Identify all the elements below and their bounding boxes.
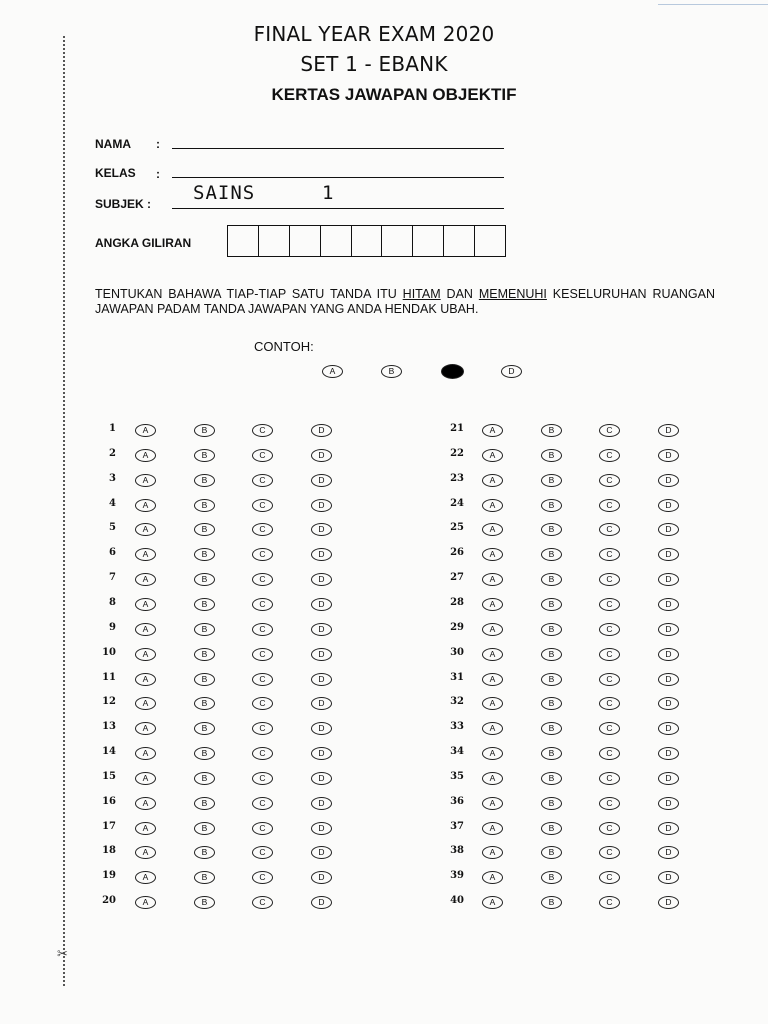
- question-number: 12: [102, 696, 116, 708]
- giliran-box[interactable]: [382, 226, 413, 256]
- answer-bubble-q37-b[interactable]: B: [541, 822, 562, 835]
- answer-bubble-q1-b[interactable]: B: [194, 424, 215, 437]
- answer-bubble-q34-a[interactable]: A: [482, 747, 503, 760]
- answer-bubble-q3-b[interactable]: B: [194, 474, 215, 487]
- answer-bubble-q34-b[interactable]: B: [541, 747, 562, 760]
- answer-bubble-q5-c[interactable]: C: [252, 523, 273, 536]
- answer-bubble-q8-d[interactable]: D: [311, 598, 332, 611]
- answer-bubble-q5-a[interactable]: A: [135, 523, 156, 536]
- answer-bubble-q8-a[interactable]: A: [135, 598, 156, 611]
- answer-bubble-q2-a[interactable]: A: [135, 449, 156, 462]
- answer-bubble-q24-b[interactable]: B: [541, 499, 562, 512]
- answer-bubble-q2-c[interactable]: C: [252, 449, 273, 462]
- answer-bubble-q10-b[interactable]: B: [194, 648, 215, 661]
- answer-bubble-q4-b[interactable]: B: [194, 499, 215, 512]
- subjek-field[interactable]: [172, 208, 504, 209]
- answer-bubble-q17-b[interactable]: B: [194, 822, 215, 835]
- answer-bubble-q19-b[interactable]: B: [194, 871, 215, 884]
- answer-bubble-q17-a[interactable]: A: [135, 822, 156, 835]
- example-bubble-c: C: [441, 364, 464, 379]
- answer-bubble-q20-d[interactable]: D: [311, 896, 332, 909]
- answer-bubble-q7-b[interactable]: B: [194, 573, 215, 586]
- answer-bubble-q40-d[interactable]: D: [658, 896, 679, 909]
- question-number: 20: [102, 895, 116, 907]
- question-number: 35: [450, 770, 464, 782]
- answer-bubble-q6-b[interactable]: B: [194, 548, 215, 561]
- answer-bubble-q18-b[interactable]: B: [194, 846, 215, 859]
- answer-bubble-q33-c[interactable]: C: [599, 722, 620, 735]
- answer-bubble-q40-c[interactable]: C: [599, 896, 620, 909]
- answer-bubble-q19-a[interactable]: A: [135, 871, 156, 884]
- nama-label: NAMA: [95, 137, 131, 151]
- answer-bubble-q18-d[interactable]: D: [311, 846, 332, 859]
- question-number: 25: [450, 522, 464, 534]
- answer-bubble-q30-b[interactable]: B: [541, 648, 562, 661]
- instruction-text: DAN: [440, 287, 479, 301]
- answer-bubble-q18-a[interactable]: A: [135, 846, 156, 859]
- answer-bubble-q13-a[interactable]: A: [135, 722, 156, 735]
- instructions: [95, 287, 715, 317]
- answer-bubble-q14-a[interactable]: A: [135, 747, 156, 760]
- question-number: 16: [102, 795, 116, 807]
- giliran-box[interactable]: [290, 226, 321, 256]
- question-number: 23: [450, 472, 464, 484]
- answer-bubble-q37-a[interactable]: A: [482, 822, 503, 835]
- exam-set: SET 1 - EBANK: [300, 52, 448, 76]
- answer-bubble-q27-a[interactable]: A: [482, 573, 503, 586]
- question-number: 4: [109, 497, 116, 509]
- question-number: 30: [450, 646, 464, 658]
- answer-bubble-q20-b[interactable]: B: [194, 896, 215, 909]
- giliran-box[interactable]: [413, 226, 444, 256]
- answer-bubble-q38-d[interactable]: D: [658, 846, 679, 859]
- question-number: 26: [450, 547, 464, 559]
- giliran-box[interactable]: [321, 226, 352, 256]
- question-number: 24: [450, 497, 464, 509]
- answer-bubble-q39-a[interactable]: A: [482, 871, 503, 884]
- answer-bubble-q33-d[interactable]: D: [658, 722, 679, 735]
- answer-bubble-q6-d[interactable]: D: [311, 548, 332, 561]
- answer-bubble-q9-b[interactable]: B: [194, 623, 215, 636]
- kelas-label: KELAS: [95, 166, 136, 180]
- answer-bubble-q12-a[interactable]: A: [135, 697, 156, 710]
- answer-bubble-q26-c[interactable]: C: [599, 548, 620, 561]
- answer-bubble-q30-d[interactable]: D: [658, 648, 679, 661]
- answer-bubble-q23-a[interactable]: A: [482, 474, 503, 487]
- answer-bubble-q10-d[interactable]: D: [311, 648, 332, 661]
- answer-bubble-q3-a[interactable]: A: [135, 474, 156, 487]
- answer-bubble-q9-c[interactable]: C: [252, 623, 273, 636]
- top-edge-line: [658, 4, 768, 5]
- question-number: 31: [450, 671, 464, 683]
- answer-bubble-q16-a[interactable]: A: [135, 797, 156, 810]
- question-number: 40: [450, 895, 464, 907]
- answer-bubble-q34-c[interactable]: C: [599, 747, 620, 760]
- answer-bubble-q36-c[interactable]: C: [599, 797, 620, 810]
- question-number: 13: [102, 721, 116, 733]
- answer-bubble-q32-a[interactable]: A: [482, 697, 503, 710]
- question-number: 21: [450, 423, 464, 434]
- answer-bubble-q33-a[interactable]: A: [482, 722, 503, 735]
- question-number: 17: [102, 820, 116, 832]
- answer-bubble-q26-b[interactable]: B: [541, 548, 562, 561]
- answer-bubble-q21-c[interactable]: C: [599, 424, 620, 437]
- answer-bubble-q14-d[interactable]: D: [311, 747, 332, 760]
- question-number: 28: [450, 596, 464, 608]
- giliran-box[interactable]: [475, 226, 505, 256]
- answer-bubble-q1-a[interactable]: A: [135, 424, 156, 437]
- question-number: 27: [450, 572, 464, 584]
- answer-bubble-q39-c[interactable]: C: [599, 871, 620, 884]
- answer-bubble-q25-b[interactable]: B: [541, 523, 562, 536]
- answer-bubble-q32-c[interactable]: C: [599, 697, 620, 710]
- answer-bubble-q30-a[interactable]: A: [482, 648, 503, 661]
- question-number: 2: [109, 447, 116, 459]
- answer-bubble-q24-c[interactable]: C: [599, 499, 620, 512]
- answer-bubble-q33-b[interactable]: B: [541, 722, 562, 735]
- answer-bubble-q38-b[interactable]: B: [541, 846, 562, 859]
- answer-bubble-q16-c[interactable]: C: [252, 797, 273, 810]
- answer-bubble-q28-a[interactable]: A: [482, 598, 503, 611]
- instruction-text: KESELURUHAN RUANGAN JAWAPAN PADAM TANDA JAWAPAN YANG ANDA HENDAK UBAH.: [95, 287, 715, 316]
- answer-bubble-q12-d[interactable]: D: [311, 697, 332, 710]
- answer-bubble-q29-a[interactable]: A: [482, 623, 503, 636]
- question-number: 34: [450, 746, 464, 758]
- answer-bubble-q3-d[interactable]: D: [311, 474, 332, 487]
- answer-bubble-q12-c[interactable]: C: [252, 697, 273, 710]
- answer-bubble-q12-b[interactable]: B: [194, 697, 215, 710]
- answer-bubble-q25-c[interactable]: C: [599, 523, 620, 536]
- answer-bubble-q29-c[interactable]: C: [599, 623, 620, 636]
- answer-bubble-q35-b[interactable]: B: [541, 772, 562, 785]
- answer-bubble-q25-a[interactable]: A: [482, 523, 503, 536]
- question-number: 38: [450, 845, 464, 857]
- answer-bubble-q4-d[interactable]: D: [311, 499, 332, 512]
- answer-bubble-q18-c[interactable]: C: [252, 846, 273, 859]
- answer-bubble-q16-b[interactable]: B: [194, 797, 215, 810]
- answer-bubble-q23-b[interactable]: B: [541, 474, 562, 487]
- instruction-text: TENTUKAN BAHAWA TIAP-TIAP SATU TANDA ITU: [95, 287, 403, 301]
- answer-bubble-q27-b[interactable]: B: [541, 573, 562, 586]
- question-number: 3: [109, 472, 116, 484]
- instruction-hitam: HITAM: [402, 287, 441, 301]
- answer-bubble-q28-b[interactable]: B: [541, 598, 562, 611]
- answer-bubble-q32-d[interactable]: D: [658, 697, 679, 710]
- giliran-box[interactable]: [444, 226, 475, 256]
- answer-bubble-q23-d[interactable]: D: [658, 474, 679, 487]
- answer-bubble-q15-b[interactable]: B: [194, 772, 215, 785]
- nama-colon: :: [156, 137, 160, 151]
- question-number: 5: [109, 522, 116, 534]
- answer-bubble-q13-d[interactable]: D: [311, 722, 332, 735]
- answer-bubble-q16-d[interactable]: D: [311, 797, 332, 810]
- answer-bubble-q31-b[interactable]: B: [541, 673, 562, 686]
- giliran-box[interactable]: [352, 226, 383, 256]
- exam-title: FINAL YEAR EXAM 2020: [253, 22, 495, 46]
- question-number: 22: [450, 447, 464, 459]
- answer-bubble-q31-a[interactable]: A: [482, 673, 503, 686]
- answer-bubble-q6-a[interactable]: A: [135, 548, 156, 561]
- answer-bubble-q15-a[interactable]: A: [135, 772, 156, 785]
- answer-bubble-q22-c[interactable]: C: [599, 449, 620, 462]
- answer-bubble-q10-c[interactable]: C: [252, 648, 273, 661]
- answer-bubble-q22-b[interactable]: B: [541, 449, 562, 462]
- answer-bubble-q9-a[interactable]: A: [135, 623, 156, 636]
- answer-bubble-q29-d[interactable]: D: [658, 623, 679, 636]
- answer-bubble-q7-d[interactable]: D: [311, 573, 332, 586]
- giliran-box[interactable]: [228, 226, 259, 256]
- answer-bubble-q4-a[interactable]: A: [135, 499, 156, 512]
- answer-bubble-q30-c[interactable]: C: [599, 648, 620, 661]
- answer-bubble-q10-a[interactable]: A: [135, 648, 156, 661]
- answer-bubble-q38-c[interactable]: C: [599, 846, 620, 859]
- subjek-value: SAINS: [193, 182, 256, 204]
- kelas-field[interactable]: [172, 177, 504, 178]
- answer-bubble-q21-a[interactable]: A: [482, 424, 503, 437]
- answer-bubble-q22-d[interactable]: D: [658, 449, 679, 462]
- perforation-line: [63, 36, 65, 986]
- answer-bubble-q20-c[interactable]: C: [252, 896, 273, 909]
- answer-bubble-q9-d[interactable]: D: [311, 623, 332, 636]
- answer-bubble-q4-c[interactable]: C: [252, 499, 273, 512]
- answer-bubble-q1-c[interactable]: C: [252, 424, 273, 437]
- answer-bubble-q26-d[interactable]: D: [658, 548, 679, 561]
- answer-bubble-q39-d[interactable]: D: [658, 871, 679, 884]
- answer-bubble-q24-d[interactable]: D: [658, 499, 679, 512]
- answer-bubble-q23-c[interactable]: C: [599, 474, 620, 487]
- answer-bubble-q39-b[interactable]: B: [541, 871, 562, 884]
- answer-bubble-q13-c[interactable]: C: [252, 722, 273, 735]
- answer-bubble-q31-d[interactable]: D: [658, 673, 679, 686]
- answer-bubble-q24-a[interactable]: A: [482, 499, 503, 512]
- answer-bubble-q36-d[interactable]: D: [658, 797, 679, 810]
- answer-bubble-q1-d[interactable]: D: [311, 424, 332, 437]
- subjek-number: 1: [322, 182, 334, 204]
- question-number: 37: [450, 820, 464, 832]
- answer-bubble-q19-c[interactable]: C: [252, 871, 273, 884]
- answer-bubble-q25-d[interactable]: D: [658, 523, 679, 536]
- giliran-box[interactable]: [259, 226, 290, 256]
- instruction-memenuhi: MEMENUHI: [478, 287, 547, 301]
- answer-bubble-q5-b[interactable]: B: [194, 523, 215, 536]
- sheet-title: KERTAS JAWAPAN OBJEKTIF: [271, 85, 517, 104]
- answer-bubble-q3-c[interactable]: C: [252, 474, 273, 487]
- angka-giliran-label: ANGKA GILIRAN: [95, 236, 192, 250]
- answer-bubble-q31-c[interactable]: C: [599, 673, 620, 686]
- answer-bubble-q28-d[interactable]: D: [658, 598, 679, 611]
- answer-bubble-q40-a[interactable]: A: [482, 896, 503, 909]
- question-number: 32: [450, 696, 464, 708]
- answer-bubble-q40-b[interactable]: B: [541, 896, 562, 909]
- answer-bubble-q35-d[interactable]: D: [658, 772, 679, 785]
- question-number: 10: [102, 646, 116, 658]
- question-number: 1: [109, 423, 116, 434]
- example-bubble-d: D: [501, 365, 522, 378]
- answer-bubble-q11-b[interactable]: B: [194, 673, 215, 686]
- question-number: 8: [109, 596, 116, 608]
- answer-bubble-q7-c[interactable]: C: [252, 573, 273, 586]
- answer-bubble-q19-d[interactable]: D: [311, 871, 332, 884]
- subjek-label: SUBJEK :: [95, 197, 152, 211]
- angka-giliran-boxes[interactable]: [227, 225, 506, 257]
- question-number: 6: [109, 547, 116, 559]
- answer-bubble-q29-b[interactable]: B: [541, 623, 562, 636]
- answer-bubble-q15-d[interactable]: D: [311, 772, 332, 785]
- answer-bubble-q14-b[interactable]: B: [194, 747, 215, 760]
- nama-field[interactable]: [172, 148, 504, 149]
- question-number: 36: [450, 795, 464, 807]
- answer-bubble-q22-a[interactable]: A: [482, 449, 503, 462]
- answer-bubble-q17-c[interactable]: C: [252, 822, 273, 835]
- question-number: 15: [102, 770, 116, 782]
- question-number: 33: [450, 721, 464, 733]
- answer-bubble-q11-a[interactable]: A: [135, 673, 156, 686]
- question-number: 9: [109, 621, 116, 633]
- answer-bubble-q27-d[interactable]: D: [658, 573, 679, 586]
- answer-bubble-q36-b[interactable]: B: [541, 797, 562, 810]
- answer-bubble-q20-a[interactable]: A: [135, 896, 156, 909]
- answer-bubble-q17-d[interactable]: D: [311, 822, 332, 835]
- answer-bubble-q38-a[interactable]: A: [482, 846, 503, 859]
- question-number: 39: [450, 870, 464, 882]
- answer-bubble-q28-c[interactable]: C: [599, 598, 620, 611]
- question-number: 7: [109, 572, 116, 584]
- question-number: 18: [102, 845, 116, 857]
- answer-bubble-q21-d[interactable]: D: [658, 424, 679, 437]
- answer-bubble-q2-b[interactable]: B: [194, 449, 215, 462]
- answer-bubble-q8-c[interactable]: C: [252, 598, 273, 611]
- kelas-colon: :: [156, 167, 160, 181]
- answer-bubble-q11-c[interactable]: C: [252, 673, 273, 686]
- answer-bubble-q8-b[interactable]: B: [194, 598, 215, 611]
- answer-bubble-q5-d[interactable]: D: [311, 523, 332, 536]
- answer-bubble-q34-d[interactable]: D: [658, 747, 679, 760]
- contoh-label: CONTOH:: [254, 339, 314, 354]
- answer-bubble-q14-c[interactable]: C: [252, 747, 273, 760]
- question-number: 14: [102, 746, 116, 758]
- scissor-icon: ✂: [57, 946, 68, 961]
- answer-bubble-q11-d[interactable]: D: [311, 673, 332, 686]
- answer-bubble-q32-b[interactable]: B: [541, 697, 562, 710]
- example-bubble-b: B: [381, 365, 402, 378]
- answer-bubble-q7-a[interactable]: A: [135, 573, 156, 586]
- answer-bubble-q13-b[interactable]: B: [194, 722, 215, 735]
- answer-bubble-q37-c[interactable]: C: [599, 822, 620, 835]
- answer-bubble-q36-a[interactable]: A: [482, 797, 503, 810]
- answer-bubble-q37-d[interactable]: D: [658, 822, 679, 835]
- answer-bubble-q15-c[interactable]: C: [252, 772, 273, 785]
- answer-bubble-q2-d[interactable]: D: [311, 449, 332, 462]
- question-number: 29: [450, 621, 464, 633]
- answer-bubble-q6-c[interactable]: C: [252, 548, 273, 561]
- answer-bubble-q21-b[interactable]: B: [541, 424, 562, 437]
- answer-bubble-q35-c[interactable]: C: [599, 772, 620, 785]
- answer-bubble-q35-a[interactable]: A: [482, 772, 503, 785]
- answer-bubble-q27-c[interactable]: C: [599, 573, 620, 586]
- question-number: 11: [102, 671, 116, 683]
- example-bubble-a: A: [322, 365, 343, 378]
- answer-bubble-q26-a[interactable]: A: [482, 548, 503, 561]
- question-number: 19: [102, 870, 116, 882]
